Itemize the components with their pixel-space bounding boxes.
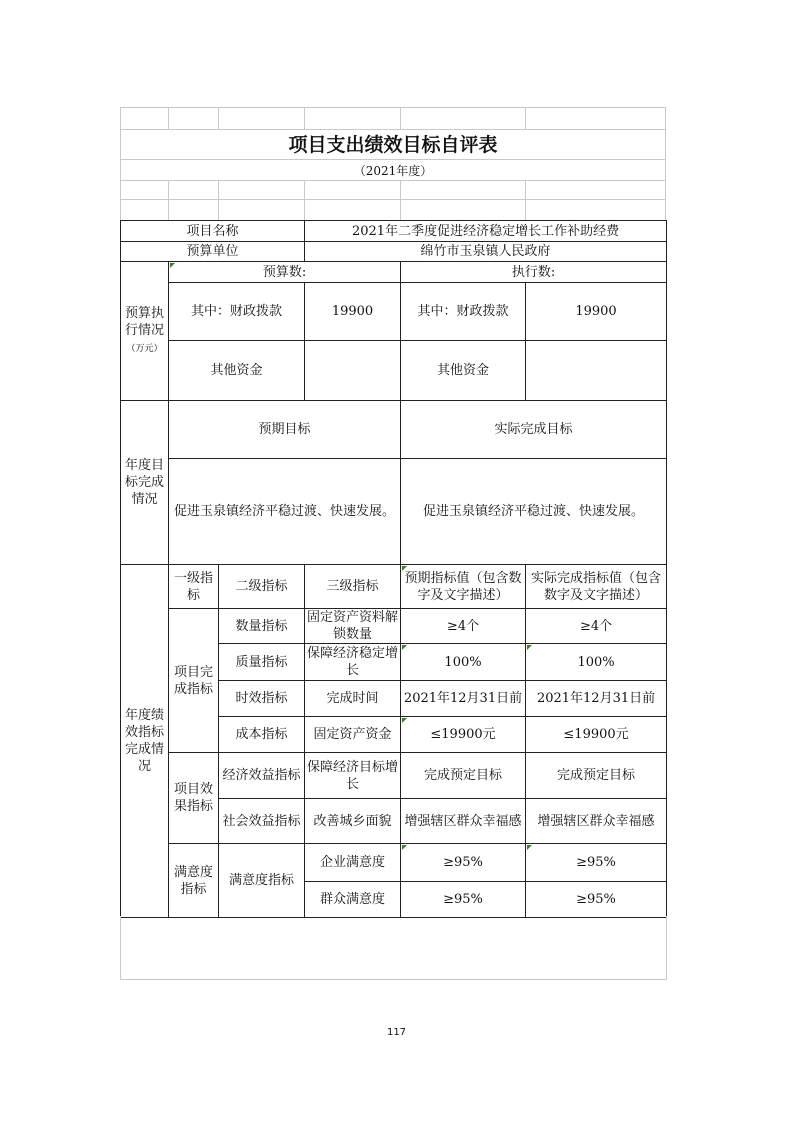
table-row-expected: 2021年12月31日前 [401, 681, 526, 717]
table-row-level3: 群众满意度 [305, 882, 401, 918]
table-row-level2: 数量指标 [219, 609, 305, 644]
budget-unit-label: 预算单位 [121, 242, 305, 262]
table-row-level2: 社会效益指标 [219, 799, 305, 844]
table-row-expected: 完成预定目标 [401, 753, 526, 799]
group-satisfaction: 满意度指标 [169, 844, 219, 918]
table-row-level3: 保障经济目标增长 [305, 753, 401, 799]
empty-footer-area [120, 916, 667, 980]
planned-label: 预算数: [169, 262, 401, 283]
actual-goal-header: 实际完成目标 [401, 401, 667, 459]
table-row-actual: 增强辖区群众幸福感 [526, 799, 667, 844]
table-row-level2: 质量指标 [219, 644, 305, 681]
fiscal-label-executed: 其中：财政拨款 [401, 283, 526, 341]
fiscal-label-planned: 其中：财政拨款 [169, 283, 305, 341]
fiscal-value-executed: 19900 [526, 283, 667, 341]
page-subtitle: （2021年度） [353, 164, 433, 178]
budget-section-label [121, 262, 169, 401]
unit-note: （万元） [126, 343, 163, 354]
other-value-planned [305, 341, 401, 401]
expected-goal-text: 促进玉泉镇经济平稳过渡、快速发展。 [169, 459, 401, 565]
annual-goal-section-label: 年度目标完成情况 [121, 401, 169, 565]
group-completion: 项目完成指标 [169, 609, 219, 753]
table-row-level3: 改善城乡面貌 [305, 799, 401, 844]
other-label-planned: 其他资金 [169, 341, 305, 401]
table-row-expected: 增强辖区群众幸福感 [401, 799, 526, 844]
fiscal-value-planned: 19900 [305, 283, 401, 341]
project-name-label: 项目名称 [121, 221, 305, 242]
table-row-level3: 企业满意度 [305, 844, 401, 882]
col-header-actual: 实际完成指标值（包含数字及文字描述） [526, 565, 667, 609]
executed-label: 执行数: [401, 262, 667, 283]
table-row-actual: 完成预定目标 [526, 753, 667, 799]
table-row-level2: 成本指标 [219, 717, 305, 753]
other-value-executed [526, 341, 667, 401]
col-header-level3: 三级指标 [305, 565, 401, 609]
budget-unit-value: 绵竹市玉泉镇人民政府 [305, 242, 667, 262]
col-header-expected: 预期指标值（包含数字及文字描述） [401, 565, 526, 609]
other-label-executed: 其他资金 [401, 341, 526, 401]
table-row-level2: 时效指标 [219, 681, 305, 717]
expected-goal-header: 预期目标 [169, 401, 401, 459]
table-row-level3: 固定资产资料解锁数量 [305, 609, 401, 644]
table-row-expected: ≥95% [401, 844, 526, 882]
indicator-section-label: 年度绩效指标完成情况 [121, 565, 169, 918]
table-row-level2: 满意度指标 [219, 844, 305, 918]
table-row-actual: ≥4个 [526, 609, 667, 644]
budget-section-text: 预算执行情况 [124, 305, 164, 338]
table-row-expected: ≤19900元 [401, 717, 526, 753]
table-row-expected: ≥4个 [401, 609, 526, 644]
table-row-level2: 经济效益指标 [219, 753, 305, 799]
table-row-level3: 保障经济稳定增长 [305, 644, 401, 681]
page-number: 117 [386, 1027, 407, 1038]
table-row-expected: 100% [401, 644, 526, 681]
project-name-value: 2021年二季度促进经济稳定增长工作补助经费 [305, 221, 667, 242]
table-row-level3: 完成时间 [305, 681, 401, 717]
table-row-actual: ≥95% [526, 844, 667, 882]
page-title: 项目支出绩效目标自评表 [288, 134, 498, 156]
table-row-actual: ≥95% [526, 882, 667, 918]
table-row-expected: ≥95% [401, 882, 526, 918]
actual-goal-text: 促进玉泉镇经济平稳过渡、快速发展。 [401, 459, 667, 565]
group-effect: 项目效果指标 [169, 753, 219, 844]
table-row-actual: ≤19900元 [526, 717, 667, 753]
col-header-level1: 一级指标 [169, 565, 219, 609]
col-header-level2: 二级指标 [219, 565, 305, 609]
performance-table [120, 220, 667, 918]
table-row-level3: 固定资产资金 [305, 717, 401, 753]
table-row-actual: 100% [526, 644, 667, 681]
table-row-actual: 2021年12月31日前 [526, 681, 667, 717]
